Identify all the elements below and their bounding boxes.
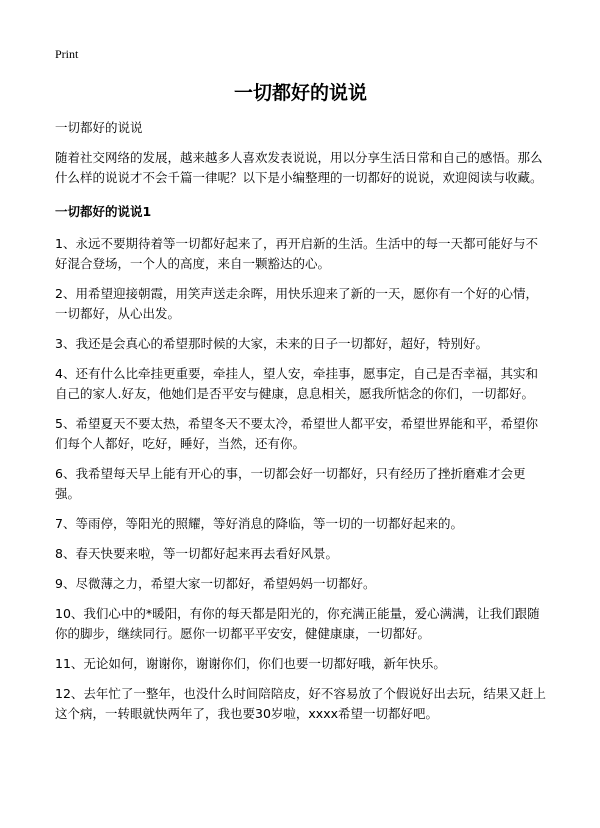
article-body <box>55 118 546 734</box>
intro-paragraph: 随着社交网络的发展，越来越多人喜欢发表说说，用以分享生活日常和自己的感悟。那么什么样的说说才不会千篇一律呢？以下是小编整理的一切都好的说说，欢迎阅读与收藏。 <box>55 150 543 185</box>
list-item: 9、尽微薄之力，希望大家一切都好，希望妈妈一切都好。 <box>55 576 376 591</box>
page-title: 一切都好的说说 <box>233 82 367 104</box>
article-subtitle: 一切都好的说说 <box>55 120 143 135</box>
list-item: 3、我还是会真心的希望那时候的大家，未来的日子一切都好，超好，特别好。 <box>55 336 488 351</box>
section-heading: 一切都好的说说1 <box>55 204 152 219</box>
list-item: 6、我希望每天早上能有开心的事，一切都会好一切都好，只有经历了挫折磨难才会更强。 <box>55 466 526 501</box>
list-item: 2、用希望迎接朝霞，用笑声送走余晖，用快乐迎来了新的一天，愿你有一个好的心情，一切都好，从心出发。 <box>55 286 538 321</box>
list-item: 10、我们心中的*暖阳，有你的每天都是阳光的，你充满正能量，爱心满满，让我们跟随你的脚步，继续同行。愿你一切都平平安安，健健康康，一切都好。 <box>55 606 540 641</box>
list-item: 4、还有什么比牵挂更重要，牵挂人，望人安，牵挂事，愿事定，自己是否幸福，其实和自己的家人.好友，他她们是否平安与健康，息息相关，愿我所惦念的你们，一切都好。 <box>55 366 538 401</box>
list-item: 11、无论如何，谢谢你，谢谢你们，你们也要一切都好哦，新年快乐。 <box>55 656 446 671</box>
print-link[interactable]: Print <box>55 47 79 61</box>
list-item: 5、希望夏天不要太热，希望冬天不要太冷，希望世人都平安，希望世界能和平，希望你们每个人都好，吃好，睡好，当然，还有你。 <box>55 416 538 451</box>
list-item: 1、永远不要期待着等一切都好起来了，再开启新的生活。生活中的每一天都可能好与不好混合登场，一个人的高度，来自一颗豁达的心。 <box>55 236 538 271</box>
list-item: 12、去年忙了一整年，也没什么时间陪陪皮，好不容易放了个假说好出去玩，结果又赶上这个病，一转眼就快两年了，我也要30岁啦，xxxx希望一切都好吧。 <box>55 686 546 721</box>
list-item: 7、等雨停，等阳光的照耀，等好消息的降临，等一切的一切都好起来的。 <box>55 516 463 531</box>
list-item: 8、春天快要来啦，等一切都好起来再去看好风景。 <box>55 546 338 561</box>
